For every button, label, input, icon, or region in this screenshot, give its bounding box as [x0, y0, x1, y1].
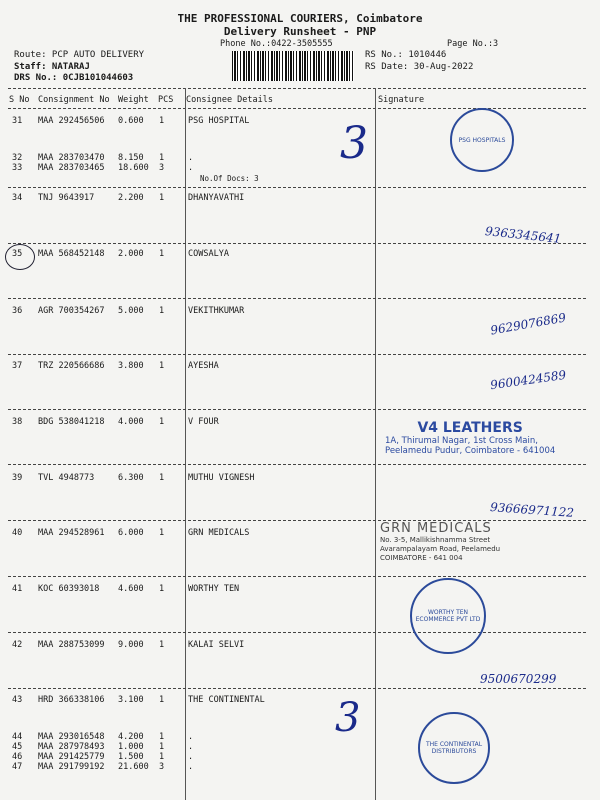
grn-medicals-stamp	[380, 521, 500, 563]
page-number: Page No.:3	[447, 39, 499, 49]
col-sno: S No	[9, 95, 30, 105]
row-sno: 41	[12, 584, 23, 594]
row-divider	[8, 298, 586, 299]
row-pcs: 1	[159, 306, 165, 316]
row-sno: 36	[12, 306, 23, 316]
row-consignee: .	[188, 742, 194, 752]
table-row	[0, 361, 600, 372]
rs-number: RS No.: 1010446	[365, 50, 447, 60]
row-consignment: MAA 287978493	[38, 742, 105, 752]
row-divider	[8, 409, 586, 410]
row-weight: 6.000	[118, 528, 144, 538]
row-weight: 5.000	[118, 306, 144, 316]
row-weight: 21.600	[118, 762, 149, 772]
row-weight: 4.200	[118, 732, 144, 742]
row-consignee: V FOUR	[188, 417, 219, 427]
row-consignment: MAA 291425779	[38, 752, 105, 762]
header-divider-bottom	[8, 108, 586, 109]
row-weight: 0.600	[118, 116, 144, 126]
stamp-address: No. 3-5, Mallikishnamma Street	[380, 536, 491, 544]
row-divider	[8, 187, 586, 188]
handwritten-mark: 3	[340, 118, 368, 169]
row-consignment: MAA 294528961	[38, 528, 105, 538]
row-consignee: .	[188, 163, 194, 173]
no-of-docs: No.Of Docs: 3	[200, 174, 259, 183]
row-pcs: 1	[159, 473, 165, 483]
col-weight: Weight	[118, 95, 149, 105]
row-consignment: KOC 60393018	[38, 584, 100, 594]
row-divider	[8, 464, 586, 465]
row-sno: 31	[12, 116, 23, 126]
row-consignee: MUTHU VIGNESH	[188, 473, 255, 483]
row-consignee: GRN MEDICALS	[188, 528, 250, 538]
row-consignee: AYESHA	[188, 361, 219, 371]
drs-number: DRS No.: 0CJB101044603	[14, 73, 134, 83]
row-consignee: DHANYAVATHI	[188, 193, 245, 203]
row-weight: 1.000	[118, 742, 144, 752]
row-sno: 44	[12, 732, 23, 742]
row-weight: 18.600	[118, 163, 149, 173]
row-pcs: 1	[159, 732, 165, 742]
row-sno: 43	[12, 695, 23, 705]
row-consignee: .	[188, 732, 194, 742]
row-pcs: 3	[159, 762, 165, 772]
row-divider	[8, 354, 586, 355]
table-row	[0, 528, 600, 539]
row-consignee: .	[188, 153, 194, 163]
row-sno: 33	[12, 163, 23, 173]
row-weight: 3.100	[118, 695, 144, 705]
row-consignee: .	[188, 762, 194, 772]
route-label: Route: PCP AUTO DELIVERY	[14, 50, 145, 60]
row-pcs: 1	[159, 584, 165, 594]
runsheet-title: Delivery Runsheet - PNP	[223, 25, 377, 38]
table-row	[0, 584, 600, 595]
table-row	[0, 695, 600, 706]
row-weight: 4.600	[118, 584, 144, 594]
staff-label: Staff: NATARAJ	[14, 61, 90, 72]
row-sno: 39	[12, 473, 23, 483]
table-row	[0, 473, 600, 484]
rs-block	[365, 50, 473, 73]
stamp-address: Peelamedu Pudur, Coimbatore - 641004	[385, 446, 556, 456]
row-sno: 40	[12, 528, 23, 538]
row-sno: 47	[12, 762, 23, 772]
row-consignment: HRD 366338106	[38, 695, 105, 705]
row-pcs: 1	[159, 528, 165, 538]
row-sno: 37	[12, 361, 23, 371]
row-pcs: 1	[159, 695, 165, 705]
handwritten-phone: 9500670299	[480, 672, 557, 686]
col-consignee: Consignee Details	[186, 95, 273, 105]
row-pcs: 1	[159, 742, 165, 752]
row-sno: 38	[12, 417, 23, 427]
row-consignment: MAA 291799192	[38, 762, 105, 772]
row-weight: 2.000	[118, 249, 144, 259]
row-weight: 3.800	[118, 361, 144, 371]
psg-hospital-stamp	[450, 108, 514, 172]
handwritten-phone: 9629076869	[489, 310, 567, 338]
row-sno: 42	[12, 640, 23, 650]
row-weight: 4.000	[118, 417, 144, 427]
table-row	[0, 163, 600, 174]
continental-stamp	[418, 712, 490, 784]
row-divider	[8, 632, 586, 633]
stamp-address: 1A, Thirumal Nagar, 1st Cross Main,	[385, 436, 538, 446]
row-pcs: 1	[159, 417, 165, 427]
company-name: THE PROFESSIONAL COURIERS, Coimbatore	[177, 12, 423, 25]
stamp-address: COIMBATORE - 641 004	[380, 554, 463, 562]
row-consignment: BDG 538041218	[38, 417, 105, 427]
col-pcs: PCS	[158, 95, 174, 105]
row-consignment: MAA 283703470	[38, 153, 105, 163]
row-consignee: WORTHY TEN	[188, 584, 240, 594]
stamp-name: GRN MEDICALS	[380, 521, 492, 536]
row-sno: 32	[12, 153, 23, 163]
row-consignment: TNJ 9643917	[38, 193, 95, 203]
row-consignee: PSG HOSPITAL	[188, 116, 250, 126]
handwritten-phone: 93666971122	[489, 500, 575, 520]
row-consignment: AGR 700354267	[38, 306, 105, 316]
header-divider-top	[8, 88, 586, 89]
row-consignment: MAA 568452148	[38, 249, 105, 259]
handwritten-phone: 9363345641	[484, 224, 562, 246]
v4-leathers-stamp	[385, 420, 555, 456]
stamp-text: THE CONTINENTAL DISTRIBUTORS	[425, 741, 483, 755]
row-consignee: KALAI SELVI	[188, 640, 245, 650]
phone-number: Phone No.:0422-3505555	[220, 39, 333, 49]
row-sno: 45	[12, 742, 23, 752]
row-consignment: MAA 288753099	[38, 640, 105, 650]
row-sno: 46	[12, 752, 23, 762]
stamp-name: V4 LEATHERS	[417, 420, 523, 436]
row-weight: 2.200	[118, 193, 144, 203]
handwritten-mark: 3	[335, 695, 361, 741]
handwritten-phone: 9600424589	[489, 367, 567, 393]
row-consignment: MAA 283703465	[38, 163, 105, 173]
route-block	[14, 50, 144, 85]
worthy-ten-stamp	[410, 578, 486, 654]
row-weight: 9.000	[118, 640, 144, 650]
document-title	[0, 12, 600, 38]
row-pcs: 1	[159, 116, 165, 126]
table-row	[0, 306, 600, 317]
row-pcs: 1	[159, 193, 165, 203]
rs-date: RS Date: 30-Aug-2022	[365, 61, 474, 72]
row-divider	[8, 576, 586, 577]
row-sno: 35	[12, 249, 23, 259]
row-weight: 1.500	[118, 752, 144, 762]
row-weight: 8.150	[118, 153, 144, 163]
row-consignee: .	[188, 752, 194, 762]
row-consignment: MAA 292456506	[38, 116, 105, 126]
row-consignee: COWSALYA	[188, 249, 229, 259]
barcode	[232, 51, 354, 81]
stamp-address: Avarampalayam Road, Peelamedu	[380, 545, 501, 553]
stamp-text: PSG HOSPITALS	[458, 136, 506, 144]
col-signature: Signature	[378, 95, 425, 105]
row-consignment: MAA 293016548	[38, 732, 105, 742]
row-pcs: 3	[159, 163, 165, 173]
row-consignee: VEKITHKUMAR	[188, 306, 245, 316]
stamp-text: WORTHY TEN ECOMMERCE PVT LTD	[415, 609, 481, 623]
row-pcs: 1	[159, 361, 165, 371]
row-divider	[8, 688, 586, 689]
row-weight: 6.300	[118, 473, 144, 483]
row-pcs: 1	[159, 640, 165, 650]
row-sno: 34	[12, 193, 23, 203]
row-pcs: 1	[159, 752, 165, 762]
table-row	[0, 762, 600, 773]
row-consignment: TVL 4948773	[38, 473, 95, 483]
table-row	[0, 640, 600, 651]
row-pcs: 1	[159, 153, 165, 163]
table-row	[0, 193, 600, 204]
table-row	[0, 249, 600, 260]
col-consignment: Consignment No	[38, 95, 110, 105]
row-divider	[8, 243, 586, 244]
row-consignee: THE CONTINENTAL	[188, 695, 265, 705]
row-consignment: TRZ 220566686	[38, 361, 105, 371]
row-pcs: 1	[159, 249, 165, 259]
